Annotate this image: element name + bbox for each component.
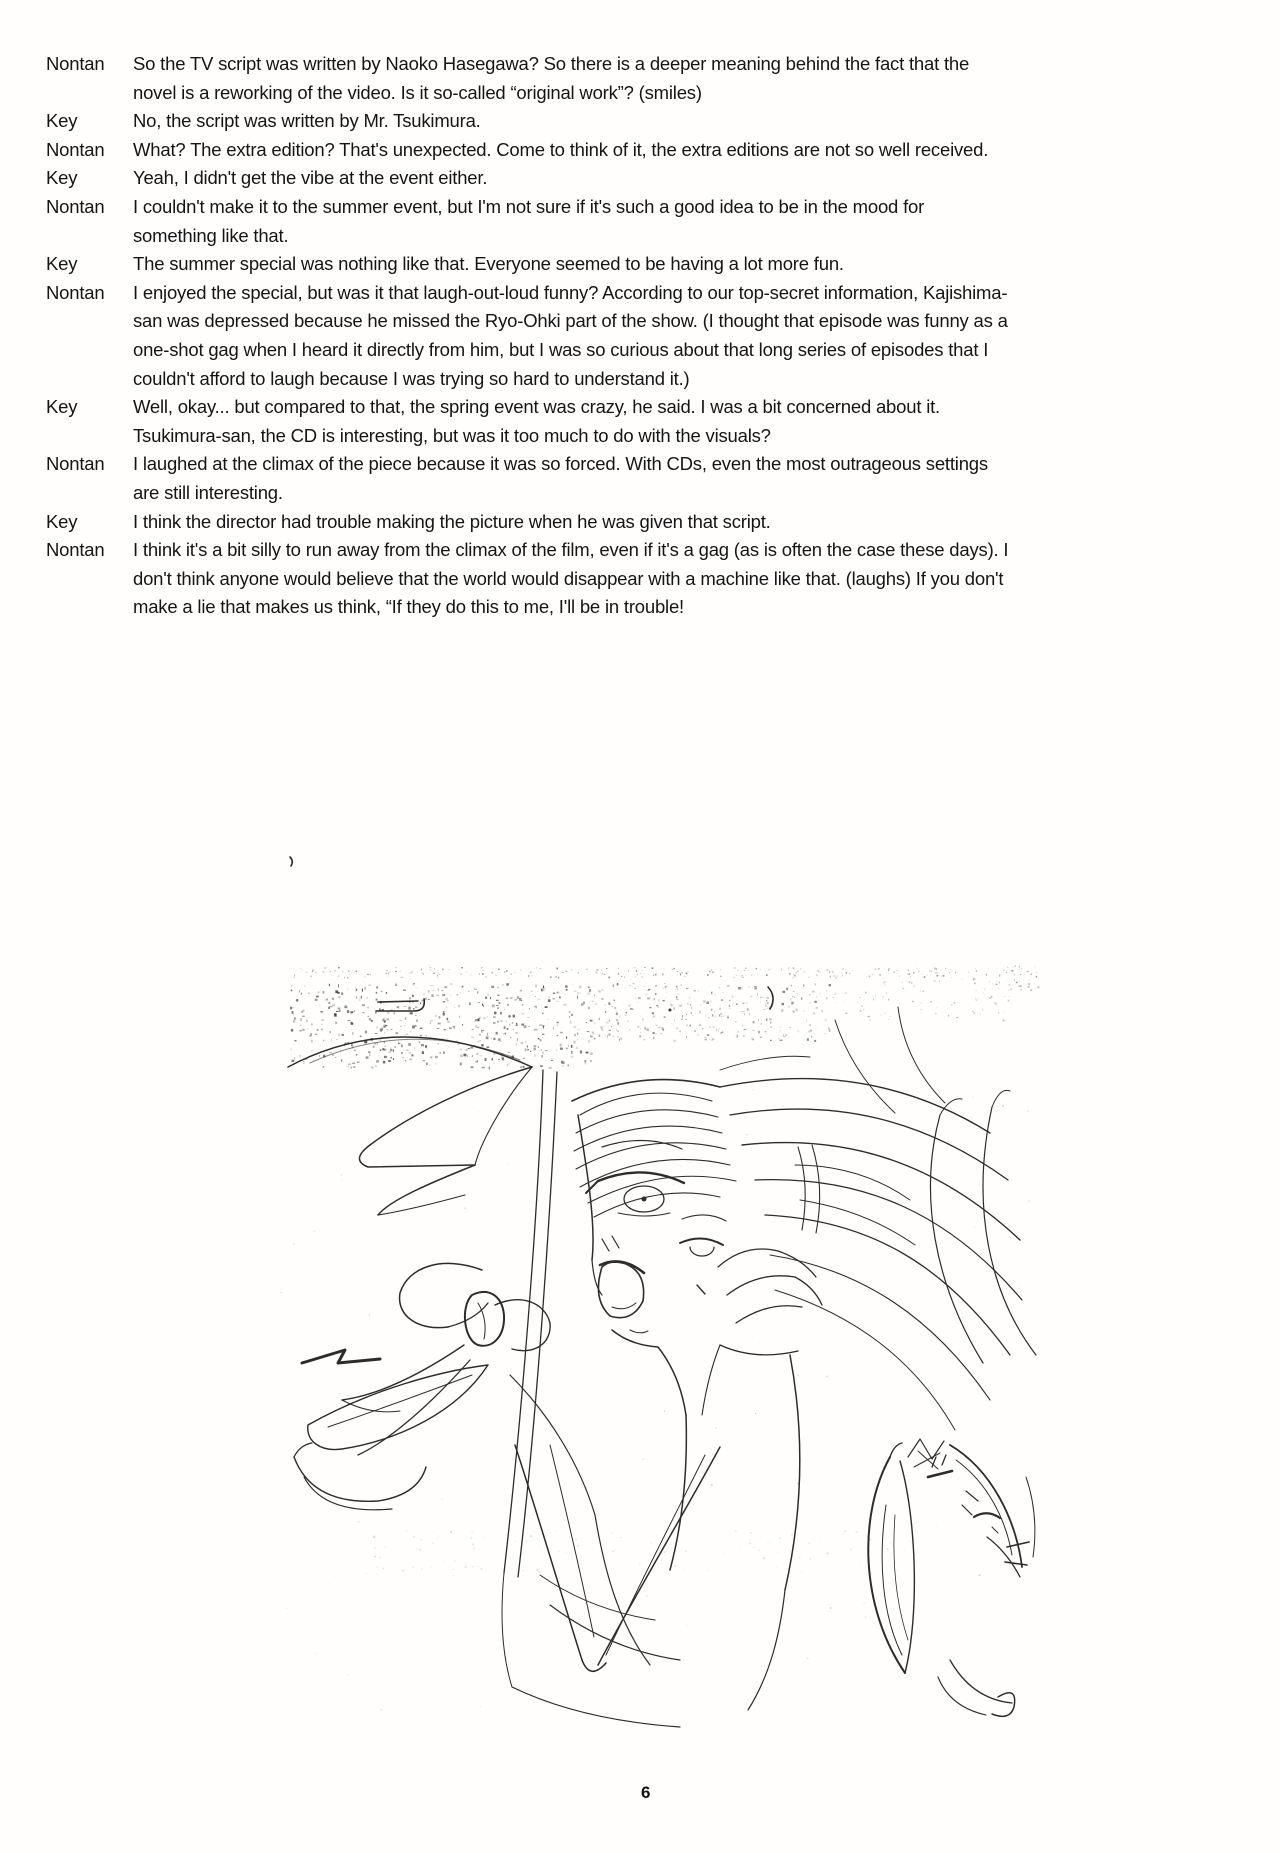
dialogue-text: Yeah, I didn't get the vibe at the event either. [133, 167, 488, 189]
speaker-label: Key [46, 167, 78, 189]
hair-bow [302, 1263, 550, 1455]
pencil-sketch-figure [250, 815, 1040, 1750]
dialogue-text: No, the script was written by Mr. Tsukimura. [133, 110, 481, 132]
cheek-hatch [602, 1236, 619, 1251]
face-outline [578, 1115, 800, 1590]
speaker-label: Key [46, 396, 78, 418]
girl-sketch [288, 1007, 1036, 1727]
dialogue-row [46, 250, 1012, 279]
hair-tie [798, 1147, 805, 1230]
speaker-label: Nontan [46, 539, 105, 561]
speaker-label: Nontan [46, 281, 105, 303]
upper-eyelid [598, 1172, 684, 1183]
cabbit-whiskers [1005, 1542, 1029, 1565]
dialogue-text: Well, okay... but compared to that, the spring event was crazy, he said. I was a bit concerned about it. Tsukimura-san, the CD is interesting, but was it too much to do with the visuals? [133, 396, 940, 446]
speaker-label: Nontan [46, 138, 105, 160]
dark-accent-mark [302, 1350, 380, 1363]
dialogue-row [46, 193, 1012, 250]
elbow [582, 1660, 606, 1671]
dialogue-row [46, 279, 1012, 393]
dialogue-text: So the TV script was written by Naoko Hasegawa? So there is a deeper meaning behind the fact that the novel is a reworking of the video. Is it so-called “original work”? (smiles) [133, 53, 970, 103]
dialogue-row [46, 107, 1012, 136]
ponytail [720, 1007, 1036, 1430]
dialogue-text: I think it's a bit silly to run away from the climax of the film, even if it's a gag (as is often the case these days). I don't think anyone would believe that the world would disappear with a machine like that. (laughs) If you don't make a lie that makes us think, “If they do this to me, I'll be in trouble! [133, 539, 1009, 618]
dialogue-row [46, 136, 1012, 165]
pencil-sketch-svg [250, 815, 1040, 1750]
bangs-hatching [572, 1080, 736, 1217]
page-number: 6 [641, 1783, 651, 1802]
dialogue-text: What? The extra edition? That's unexpected. Come to think of it, the extra editions are not so well received. [133, 138, 989, 160]
speaker-label: Key [46, 110, 78, 132]
face-features [586, 1140, 726, 1332]
dialogue-text: I laughed at the climax of the piece because it was so forced. With CDs, even the most outrageous settings are still interesting. [133, 453, 988, 503]
head-and-back-hair [288, 1037, 557, 1687]
speaker-label: Nontan [46, 53, 105, 74]
scanner-noise-band [281, 965, 1040, 1710]
eyebrow [602, 1140, 682, 1149]
open-mouth [598, 1262, 643, 1318]
speaker-label: Nontan [46, 195, 105, 217]
dialogue-row [46, 508, 1012, 537]
cabbit-tail-curl [992, 1693, 1015, 1717]
dialogue-row [46, 393, 1012, 450]
cabbit-left-ear [868, 1457, 905, 1673]
cabbit-eye [928, 1471, 952, 1477]
speaker-label: Nontan [46, 453, 105, 475]
dialogue-row [46, 164, 1012, 193]
scan-artifact-marks [290, 857, 773, 1012]
cabbit-sketch [868, 1439, 1035, 1716]
hand-near-face [702, 1249, 822, 1415]
dialogue-text: The summer special was nothing like that. Everyone seemed to be having a lot more fun. [133, 253, 844, 275]
dialogue-row [46, 450, 1012, 507]
dialogue-text: I couldn't make it to the summer event, but I'm not sure if it's such a good idea to be in the mood for something like that. [133, 195, 925, 246]
interview-dialogue [46, 50, 1012, 622]
nose [697, 1285, 705, 1294]
speaker-label: Key [46, 510, 78, 532]
dialogue-text: I enjoyed the special, but was it that laugh-out-loud funny? According to our top-secret information, Kajishima-san was depressed because he missed the Ryo-Ohki part of the show. (I thought that episode was funny as a one-shot gag when I heard it directly from him, but I was so curious about that long series of episodes that I couldn't afford to laugh because I was trying so hard to understand it.) [133, 281, 1008, 389]
speaker-label: Key [46, 253, 78, 275]
torso [510, 1375, 785, 1727]
dialogue-text: I think the director had trouble making the picture when he was given that script. [133, 510, 771, 532]
dialogue-row [46, 50, 1012, 107]
forearm [515, 1445, 720, 1671]
dialogue-row [46, 536, 1012, 622]
sleeve-tail [294, 1365, 488, 1510]
second-eye [680, 1238, 723, 1245]
